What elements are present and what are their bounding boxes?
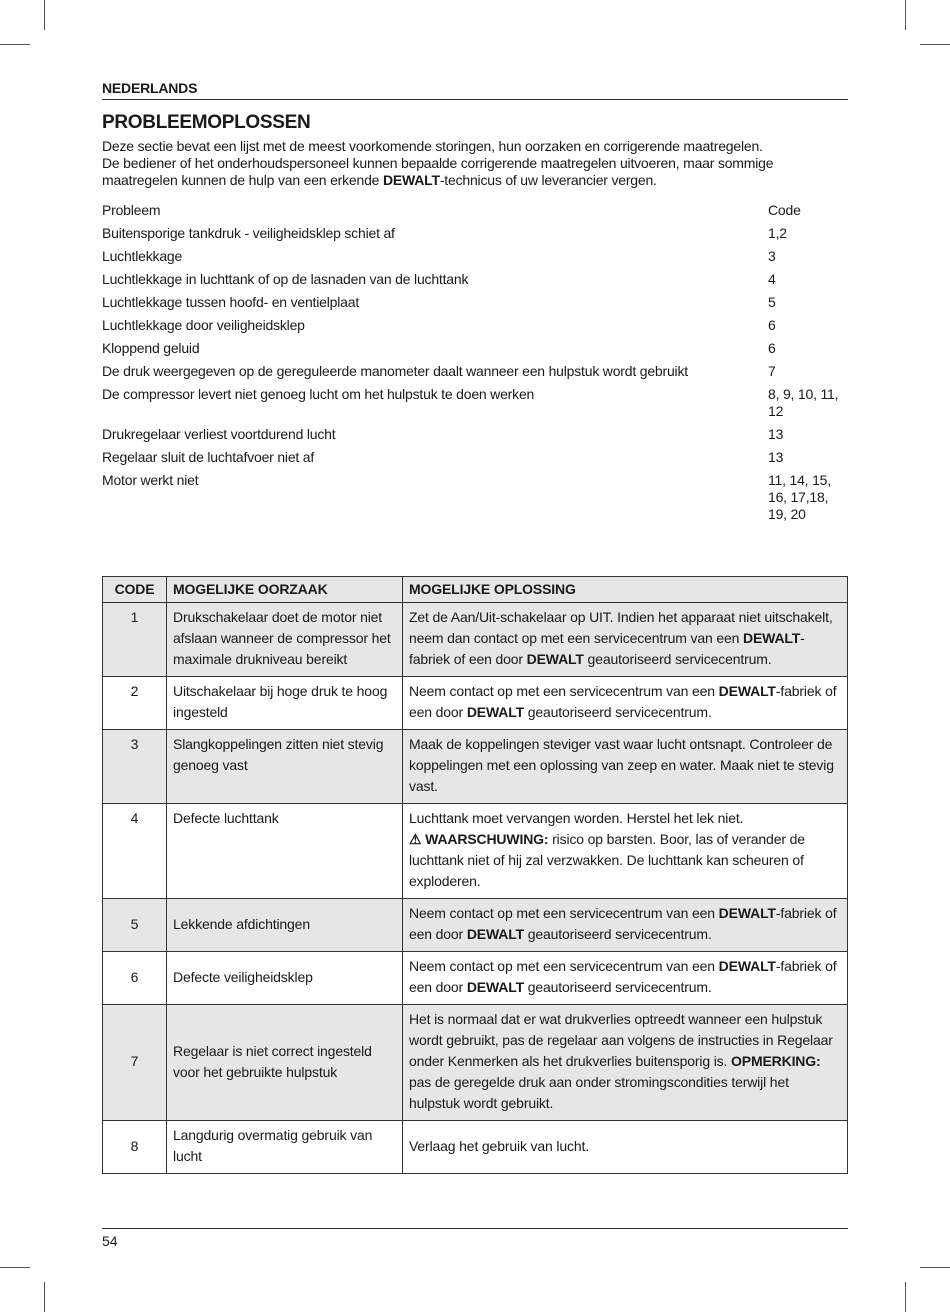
- code-cell: 6: [103, 952, 167, 1005]
- solution-cell: [403, 804, 848, 899]
- solution-text: geautoriseerd servicecentrum.: [523, 979, 712, 995]
- problem-list-header: [102, 202, 848, 219]
- table-row: [103, 603, 848, 677]
- solution-cell: Verlaag het gebruik van lucht.: [403, 1121, 848, 1174]
- solution-column-header: MOGELIJKE OPLOSSING: [403, 577, 848, 603]
- problem-row: [102, 472, 848, 523]
- code-cell: 7: [103, 1005, 167, 1121]
- table-row: [103, 730, 848, 804]
- cause-cell: Drukschakelaar doet de motor niet afslaan wanneer de compressor het maximale drukniveau bereikt: [167, 603, 403, 677]
- note-label: OPMERKING:: [731, 1053, 821, 1069]
- brand-name: DEWALT: [382, 172, 440, 188]
- problem-code: 8, 9, 10, 11, 12: [768, 386, 839, 419]
- section-title: PROBLEEMOPLOSSEN: [102, 112, 311, 133]
- problem-text: Luchtlekkage tussen hoofd- en ventielplaat: [102, 294, 360, 310]
- problem-row: [102, 317, 848, 334]
- problem-text: Kloppend geluid: [102, 340, 200, 356]
- solution-text: Het is normaal dat er wat drukverlies optreedt wanneer een hulpstuk wordt gebruikt, pas de regelaar aan volgens de instructies in Regelaar onder Kenmerken als het drukverlies buitensporig is.: [409, 1011, 833, 1069]
- problem-row: [102, 426, 848, 443]
- brand-name: DEWALT: [718, 683, 776, 699]
- problem-code: 6: [768, 317, 776, 333]
- table-row: [103, 952, 848, 1005]
- problem-row: [102, 271, 848, 288]
- problem-code: 3: [768, 248, 776, 264]
- problem-text: De compressor levert niet genoeg lucht om het hulpstuk te doen werken: [102, 386, 535, 402]
- problem-text: Buitensporige tankdruk - veiligheidsklep schiet af: [102, 225, 395, 241]
- cause-cell: Regelaar is niet correct ingesteld voor het gebruikte hulpstuk: [167, 1005, 403, 1121]
- crop-mark: [905, 0, 906, 30]
- problem-code: 11, 14, 15, 16, 17,18, 19, 20: [768, 472, 831, 522]
- solution-text: Zet de Aan/Uit-schakelaar op UIT. Indien het apparaat niet uitschakelt, neem dan contact op met een servicecentrum van een: [409, 609, 833, 646]
- solution-text: geautoriseerd servicecentrum.: [523, 704, 712, 720]
- code-header: Code: [768, 202, 801, 218]
- problem-text: Luchtlekkage door veiligheidsklep: [102, 317, 305, 333]
- solution-text: Luchttank moet vervangen worden. Herstel het lek niet.: [409, 810, 744, 826]
- crop-mark: [0, 44, 30, 45]
- brand-name: DEWALT: [743, 630, 801, 646]
- brand-name: DEWALT: [466, 979, 524, 995]
- crop-mark: [44, 0, 45, 30]
- warning-icon: ⚠: [409, 831, 422, 847]
- problem-code: 4: [768, 271, 776, 287]
- brand-name: DEWALT: [718, 958, 776, 974]
- cause-cell: Defecte luchttank: [167, 804, 403, 899]
- intro-line: Deze sectie bevat een lijst met de meest voorkomende storingen, hun oorzaken en corrigerende maatregelen.: [102, 138, 763, 154]
- problem-code: 1,2: [768, 225, 787, 241]
- problem-code: 6: [768, 340, 776, 356]
- problem-row: [102, 225, 848, 242]
- solution-text: -fabriek of een door: [409, 958, 837, 995]
- warning-text: risico op barsten. Boor, las of verander de luchttank niet of hij zal verzwakken. De luchttank kan scheuren of exploderen.: [409, 831, 805, 889]
- cause-cell: Uitschakelaar bij hoge druk te hoog ingesteld: [167, 677, 403, 730]
- solution-cell: [403, 677, 848, 730]
- problem-header: Probleem: [102, 202, 161, 218]
- solution-cell: [403, 952, 848, 1005]
- table-row: [103, 1005, 848, 1121]
- code-column-header: CODE: [103, 577, 167, 603]
- code-cell: 2: [103, 677, 167, 730]
- table-row: [103, 899, 848, 952]
- troubleshooting-table: [102, 576, 848, 1174]
- problem-code: 5: [768, 294, 776, 310]
- problem-row: [102, 248, 848, 265]
- problem-text: Drukregelaar verliest voortdurend lucht: [102, 426, 336, 442]
- intro-line: [102, 172, 848, 189]
- solution-cell: [403, 603, 848, 677]
- table-row: [103, 1121, 848, 1174]
- problem-row: [102, 386, 848, 420]
- code-cell: 3: [103, 730, 167, 804]
- cause-column-header: MOGELIJKE OORZAAK: [167, 577, 403, 603]
- warning-label: WAARSCHUWING:: [425, 831, 549, 847]
- solution-text: Neem contact op met een servicecentrum van een: [409, 905, 719, 921]
- solution-cell: Maak de koppelingen steviger vast waar lucht ontsnapt. Controleer de koppelingen met een oplossing van zeep en water. Maak niet te stevig vast.: [403, 730, 848, 804]
- crop-mark: [905, 1282, 906, 1312]
- brand-name: DEWALT: [466, 926, 524, 942]
- crop-mark: [920, 44, 950, 45]
- solution-text: Neem contact op met een servicecentrum van een: [409, 683, 719, 699]
- problem-code: 13: [768, 449, 784, 465]
- solution-text: -fabriek of een door: [409, 905, 837, 942]
- solution-text: geautoriseerd servicecentrum.: [523, 926, 712, 942]
- cause-cell: Defecte veiligheidsklep: [167, 952, 403, 1005]
- code-cell: 4: [103, 804, 167, 899]
- table-header-row: [103, 577, 848, 603]
- language-header: NEDERLANDS: [102, 80, 848, 100]
- table-row: [103, 677, 848, 730]
- problem-row: [102, 363, 848, 380]
- code-cell: 8: [103, 1121, 167, 1174]
- cause-cell: Slangkoppelingen zitten niet stevig genoeg vast: [167, 730, 403, 804]
- problem-text: Motor werkt niet: [102, 472, 199, 488]
- solution-cell: [403, 899, 848, 952]
- problem-row: [102, 340, 848, 357]
- intro-line: De bediener of het onderhoudspersoneel kunnen bepaalde corrigerende maatregelen uitvoeren, maar sommige: [102, 155, 774, 171]
- code-cell: 1: [103, 603, 167, 677]
- code-cell: 5: [103, 899, 167, 952]
- problem-text: Luchtlekkage in luchttank of op de lasnaden van de luchttank: [102, 271, 469, 287]
- cause-cell: Lekkende afdichtingen: [167, 899, 403, 952]
- problem-text: Luchtlekkage: [102, 248, 183, 264]
- solution-text: -fabriek of een door: [409, 630, 805, 667]
- solution-text: geautoriseerd servicecentrum.: [583, 651, 772, 667]
- page-number: 54: [102, 1228, 848, 1249]
- intro-text: -technicus of uw leverancier vergen.: [439, 172, 657, 188]
- brand-name: DEWALT: [718, 905, 776, 921]
- solution-text: Neem contact op met een servicecentrum van een: [409, 958, 719, 974]
- problem-row: [102, 449, 848, 466]
- problem-row: [102, 294, 848, 311]
- crop-mark: [0, 1267, 30, 1268]
- brand-name: DEWALT: [466, 704, 524, 720]
- crop-mark: [44, 1282, 45, 1312]
- solution-text: pas de geregelde druk aan onder stromingscondities terwijl het hulpstuk wordt gebruikt.: [409, 1074, 789, 1111]
- solution-text: -fabriek of een door: [409, 683, 837, 720]
- table-row: [103, 804, 848, 899]
- problem-list: [102, 202, 848, 529]
- brand-name: DEWALT: [526, 651, 584, 667]
- intro-text: maatregelen kunnen de hulp van een erkende: [102, 172, 383, 188]
- crop-mark: [920, 1267, 950, 1268]
- cause-cell: Langdurig overmatig gebruik van lucht: [167, 1121, 403, 1174]
- problem-text: De druk weergegeven op de gereguleerde manometer daalt wanneer een hulpstuk wordt gebruikt: [102, 363, 688, 379]
- problem-text: Regelaar sluit de luchtafvoer niet af: [102, 449, 315, 465]
- solution-cell: [403, 1005, 848, 1121]
- intro-paragraph: [102, 138, 848, 189]
- problem-code: 13: [768, 426, 784, 442]
- problem-code: 7: [768, 363, 776, 379]
